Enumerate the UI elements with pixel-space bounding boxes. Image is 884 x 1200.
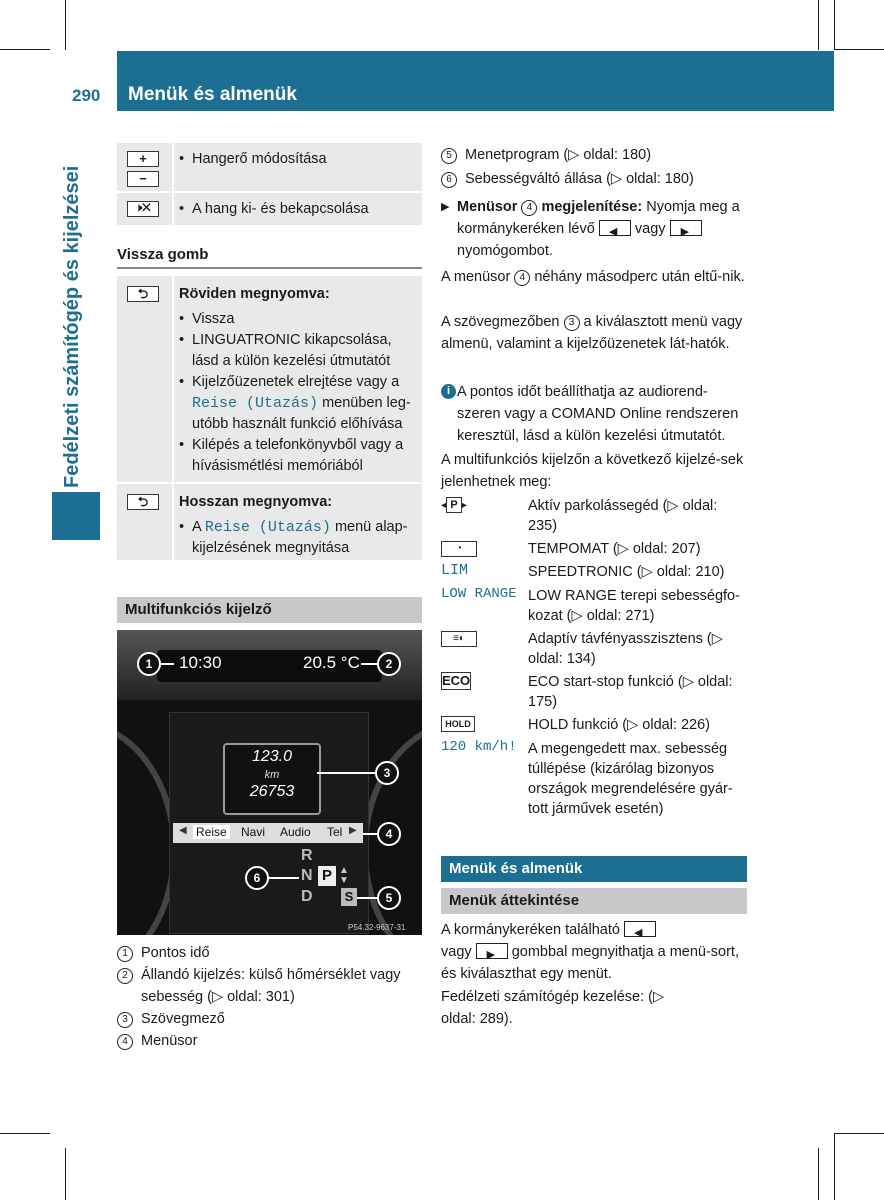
back-key-icon: ⮌ [127, 494, 159, 510]
page-title: Menük és almenük [128, 84, 297, 105]
plus-key-icon: + [127, 151, 159, 167]
display-item-text: Aktív parkolássegéd (▷ oldal: 235) [528, 498, 718, 534]
list-item [441, 168, 751, 190]
side-tab-block [52, 492, 100, 540]
volume-table [117, 143, 422, 225]
crop-mark [834, 49, 884, 50]
callout-line [361, 663, 377, 665]
display-item-text: SPEEDTRONIC (▷ oldal: 210) [528, 564, 725, 580]
number-icon: 2 [117, 968, 133, 984]
eco-symbol: ECO [442, 673, 471, 688]
highbeam-assist-icon: ≡◐ [441, 629, 527, 647]
crop-mark [65, 1148, 66, 1200]
crop-mark [818, 0, 819, 50]
list-item-text: Állandó kijelzés: külső hőmérséklet vagy sebesség (▷ oldal: 301) [141, 967, 401, 1005]
side-tab-label: Fedélzeti számítógép és kijelzései [61, 165, 83, 488]
item-text: menüben leg-utóbb használt funkció előhívása [192, 395, 411, 432]
table-cell [179, 276, 422, 483]
drive-program-s: S [341, 888, 357, 906]
list-item-text: Sebességváltó állása (▷ oldal: 180) [465, 171, 694, 187]
icon-cell [117, 276, 174, 482]
table-row [117, 193, 422, 225]
paragraph-text: A menüsor [441, 269, 511, 285]
menu-item-reise: Reise [193, 825, 230, 839]
list-item [117, 1030, 422, 1052]
back-heading: Vissza gomb [117, 246, 209, 263]
number-icon: 1 [117, 946, 133, 962]
short-press-item: • Kilépés a telefonkönyvből vagy a hívásismétlési memóriából [179, 435, 418, 477]
eco-icon [441, 672, 527, 690]
hold-symbol: HOLD [441, 716, 475, 732]
gear-p-selected: P [318, 866, 336, 886]
menu-item-tel: Tel [327, 825, 343, 839]
icon-cell [117, 193, 174, 225]
instruction-text: nyomógombot. [457, 243, 553, 259]
list-item [117, 942, 422, 964]
odometer-unit: km [264, 769, 280, 781]
back-table [117, 276, 422, 560]
info-note [441, 381, 747, 447]
low-range-symbol: LOW RANGE [441, 586, 517, 602]
multi-display-heading: Multifunkciós kijelző [117, 597, 422, 623]
right-arrow-key-icon: ▶ [670, 220, 702, 236]
list-item [117, 964, 422, 1008]
table-row [117, 276, 422, 484]
callout-5: 5 [377, 886, 401, 910]
paragraph [441, 311, 747, 355]
icon-cell [117, 143, 174, 191]
number-icon: 4 [521, 200, 537, 216]
crop-mark [818, 1148, 819, 1200]
crop-mark [0, 1133, 50, 1134]
display-item-text: A megengedett max. sebesség túllépése (kizárólag bizonyos országok megrendelésére gyár-tott járművek esetén) [528, 741, 733, 817]
callout-line [267, 877, 299, 879]
gear-n: N [301, 867, 313, 884]
left-gauge [117, 720, 177, 935]
number-icon: 5 [441, 148, 457, 164]
right-arrow-key-icon: ▶ [476, 943, 508, 959]
clock-display: 10:30 [179, 653, 222, 672]
long-press-item [179, 517, 418, 559]
mute-text: • A hang ki- és bekapcsolása [179, 199, 418, 220]
menu-item-navi: Navi [241, 825, 266, 839]
short-press-item: • Vissza [179, 309, 418, 330]
item-text: Kijelzőüzenetek elrejtése vagy a [192, 374, 400, 390]
cruise-control-icon: ◔ [441, 539, 527, 557]
list-item [117, 1008, 422, 1030]
info-text: A pontos időt beállíthatja az audiorend-szeren vagy a COMAND Online rendszeren keresztül, lásd a külön kezelési útmutatót. [457, 384, 739, 444]
image-code: P54.32-9637-31 [348, 923, 406, 932]
table-cell [179, 484, 422, 565]
speed-warning-symbol: 120 km/h! [441, 739, 517, 755]
instruction-bold: Menüsor [457, 199, 518, 215]
paragraph-text: vagy [441, 944, 472, 960]
menu-left-arrow-icon: ◀ [179, 825, 187, 836]
back-key-icon: ⮌ [127, 286, 159, 302]
menu-item-audio: Audio [280, 825, 311, 839]
minus-key-icon: − [127, 171, 159, 187]
callout-4: 4 [377, 822, 401, 846]
gear-updown-icon: ▲ ▼ [339, 865, 349, 886]
crop-mark [65, 0, 66, 50]
page-number: 290 [72, 86, 101, 105]
temperature-display: 20.5 °C [303, 653, 360, 672]
reise-menu-name: Reise (Utazás) [204, 519, 331, 536]
crop-mark [834, 1133, 835, 1200]
instruction-bold: megjelenítése: [541, 199, 643, 215]
callout-1: 1 [137, 652, 161, 676]
crop-mark [834, 1133, 884, 1134]
list-item-text: Szövegmező [141, 1011, 225, 1027]
callout-line [363, 833, 377, 835]
display-item-text: Adaptív távfényasszisztens (▷ oldal: 134) [528, 631, 723, 667]
left-arrow-key-icon: ◀ [599, 220, 631, 236]
list-item-text: Menüsor [141, 1033, 198, 1049]
paragraph-text: néhány másodperc után eltű-nik. [534, 269, 745, 285]
number-icon: 3 [564, 315, 580, 331]
section-bar-overview: Menük áttekintése [441, 888, 747, 914]
display-item-text: TEMPOMAT (▷ oldal: 207) [528, 541, 701, 557]
volume-text: • Hangerő módosítása [179, 149, 418, 170]
short-press-item: • LINGUATRONIC kikapcsolása, lásd a külön kezelési útmutatót [179, 330, 418, 372]
list-item-text: Menetprogram (▷ oldal: 180) [465, 147, 652, 163]
icon-cell [117, 484, 174, 560]
instrument-cluster-image [117, 630, 422, 935]
item-text: A [192, 519, 201, 535]
list-item-text: Pontos idő [141, 945, 210, 961]
callout-line [357, 897, 377, 899]
heading-rule [117, 267, 422, 269]
legend-list-left [117, 942, 422, 1052]
instruction-arrow-icon: ▶ [441, 201, 450, 213]
total-value: 26753 [249, 783, 295, 800]
paragraph [441, 266, 747, 288]
hold-icon [441, 715, 527, 732]
gear-r: R [301, 847, 313, 864]
short-press-item [179, 372, 418, 435]
mute-key-icon: 🕨✕ [127, 201, 159, 217]
item-text: menü alap-kijelzésének megnyitása [192, 519, 408, 556]
callout-2: 2 [377, 652, 401, 676]
callout-6: 6 [245, 866, 269, 890]
number-icon: 6 [441, 172, 457, 188]
callout-3: 3 [375, 761, 399, 785]
parking-assist-icon: ◂ P ▸ [441, 499, 468, 511]
paragraph: A multifunkciós kijelzőn a következő kijelzé-sek jelenhetnek meg: [441, 452, 744, 490]
parking-symbol: P [446, 497, 462, 513]
long-press-title: Hosszan megnyomva: [179, 494, 333, 510]
table-cell [179, 143, 422, 176]
left-arrow-key-icon: ◀ [624, 921, 656, 937]
number-icon: 4 [117, 1034, 133, 1050]
list-item [441, 144, 751, 166]
crop-mark [834, 0, 835, 50]
display-item-text: HOLD funkció (▷ oldal: 226) [528, 717, 711, 733]
instruction [441, 196, 751, 262]
number-icon: 3 [117, 1012, 133, 1028]
paragraph [441, 919, 747, 985]
number-icon: 4 [514, 270, 530, 286]
table-cell [179, 193, 422, 226]
display-item-text: ECO start-stop funkció (▷ oldal: 175) [528, 674, 733, 710]
table-row [117, 484, 422, 560]
paragraph-text: A kormánykeréken található [441, 922, 620, 938]
lim-symbol: LIM [441, 562, 469, 579]
reise-menu-name: Reise (Utazás) [192, 395, 319, 412]
paragraph: Fedélzeti számítógép kezelése: (▷ oldal: 289). [441, 989, 665, 1027]
section-bar-menus: Menük és almenük [441, 856, 747, 882]
paragraph-text: a kiválasztott menü vagy almenü, valamint a kijelzőüzenetek lát-hatók. [441, 314, 743, 352]
display-item-text: LOW RANGE terepi sebességfo-kozat (▷ oldal: 271) [528, 588, 740, 624]
short-press-title: Röviden megnyomva: [179, 286, 330, 302]
callout-line [317, 772, 375, 774]
gear-d: D [301, 888, 313, 905]
table-row [117, 143, 422, 193]
info-icon: i [441, 384, 456, 399]
instruction-or: vagy [634, 221, 666, 237]
menu-right-arrow-icon: ▶ [349, 825, 357, 836]
trip-value: 123.0 [251, 748, 293, 765]
callout-line [160, 663, 174, 665]
crop-mark [0, 49, 50, 50]
instruction-text: Nyomja meg a kormánykeréken lévő [457, 199, 740, 237]
paragraph-text: A szövegmezőben [441, 314, 560, 330]
legend-list-right [441, 144, 751, 190]
paragraph-text: gombbal megnyithatja a menü-sort, és kiválaszthat egy menüt. [441, 944, 739, 982]
